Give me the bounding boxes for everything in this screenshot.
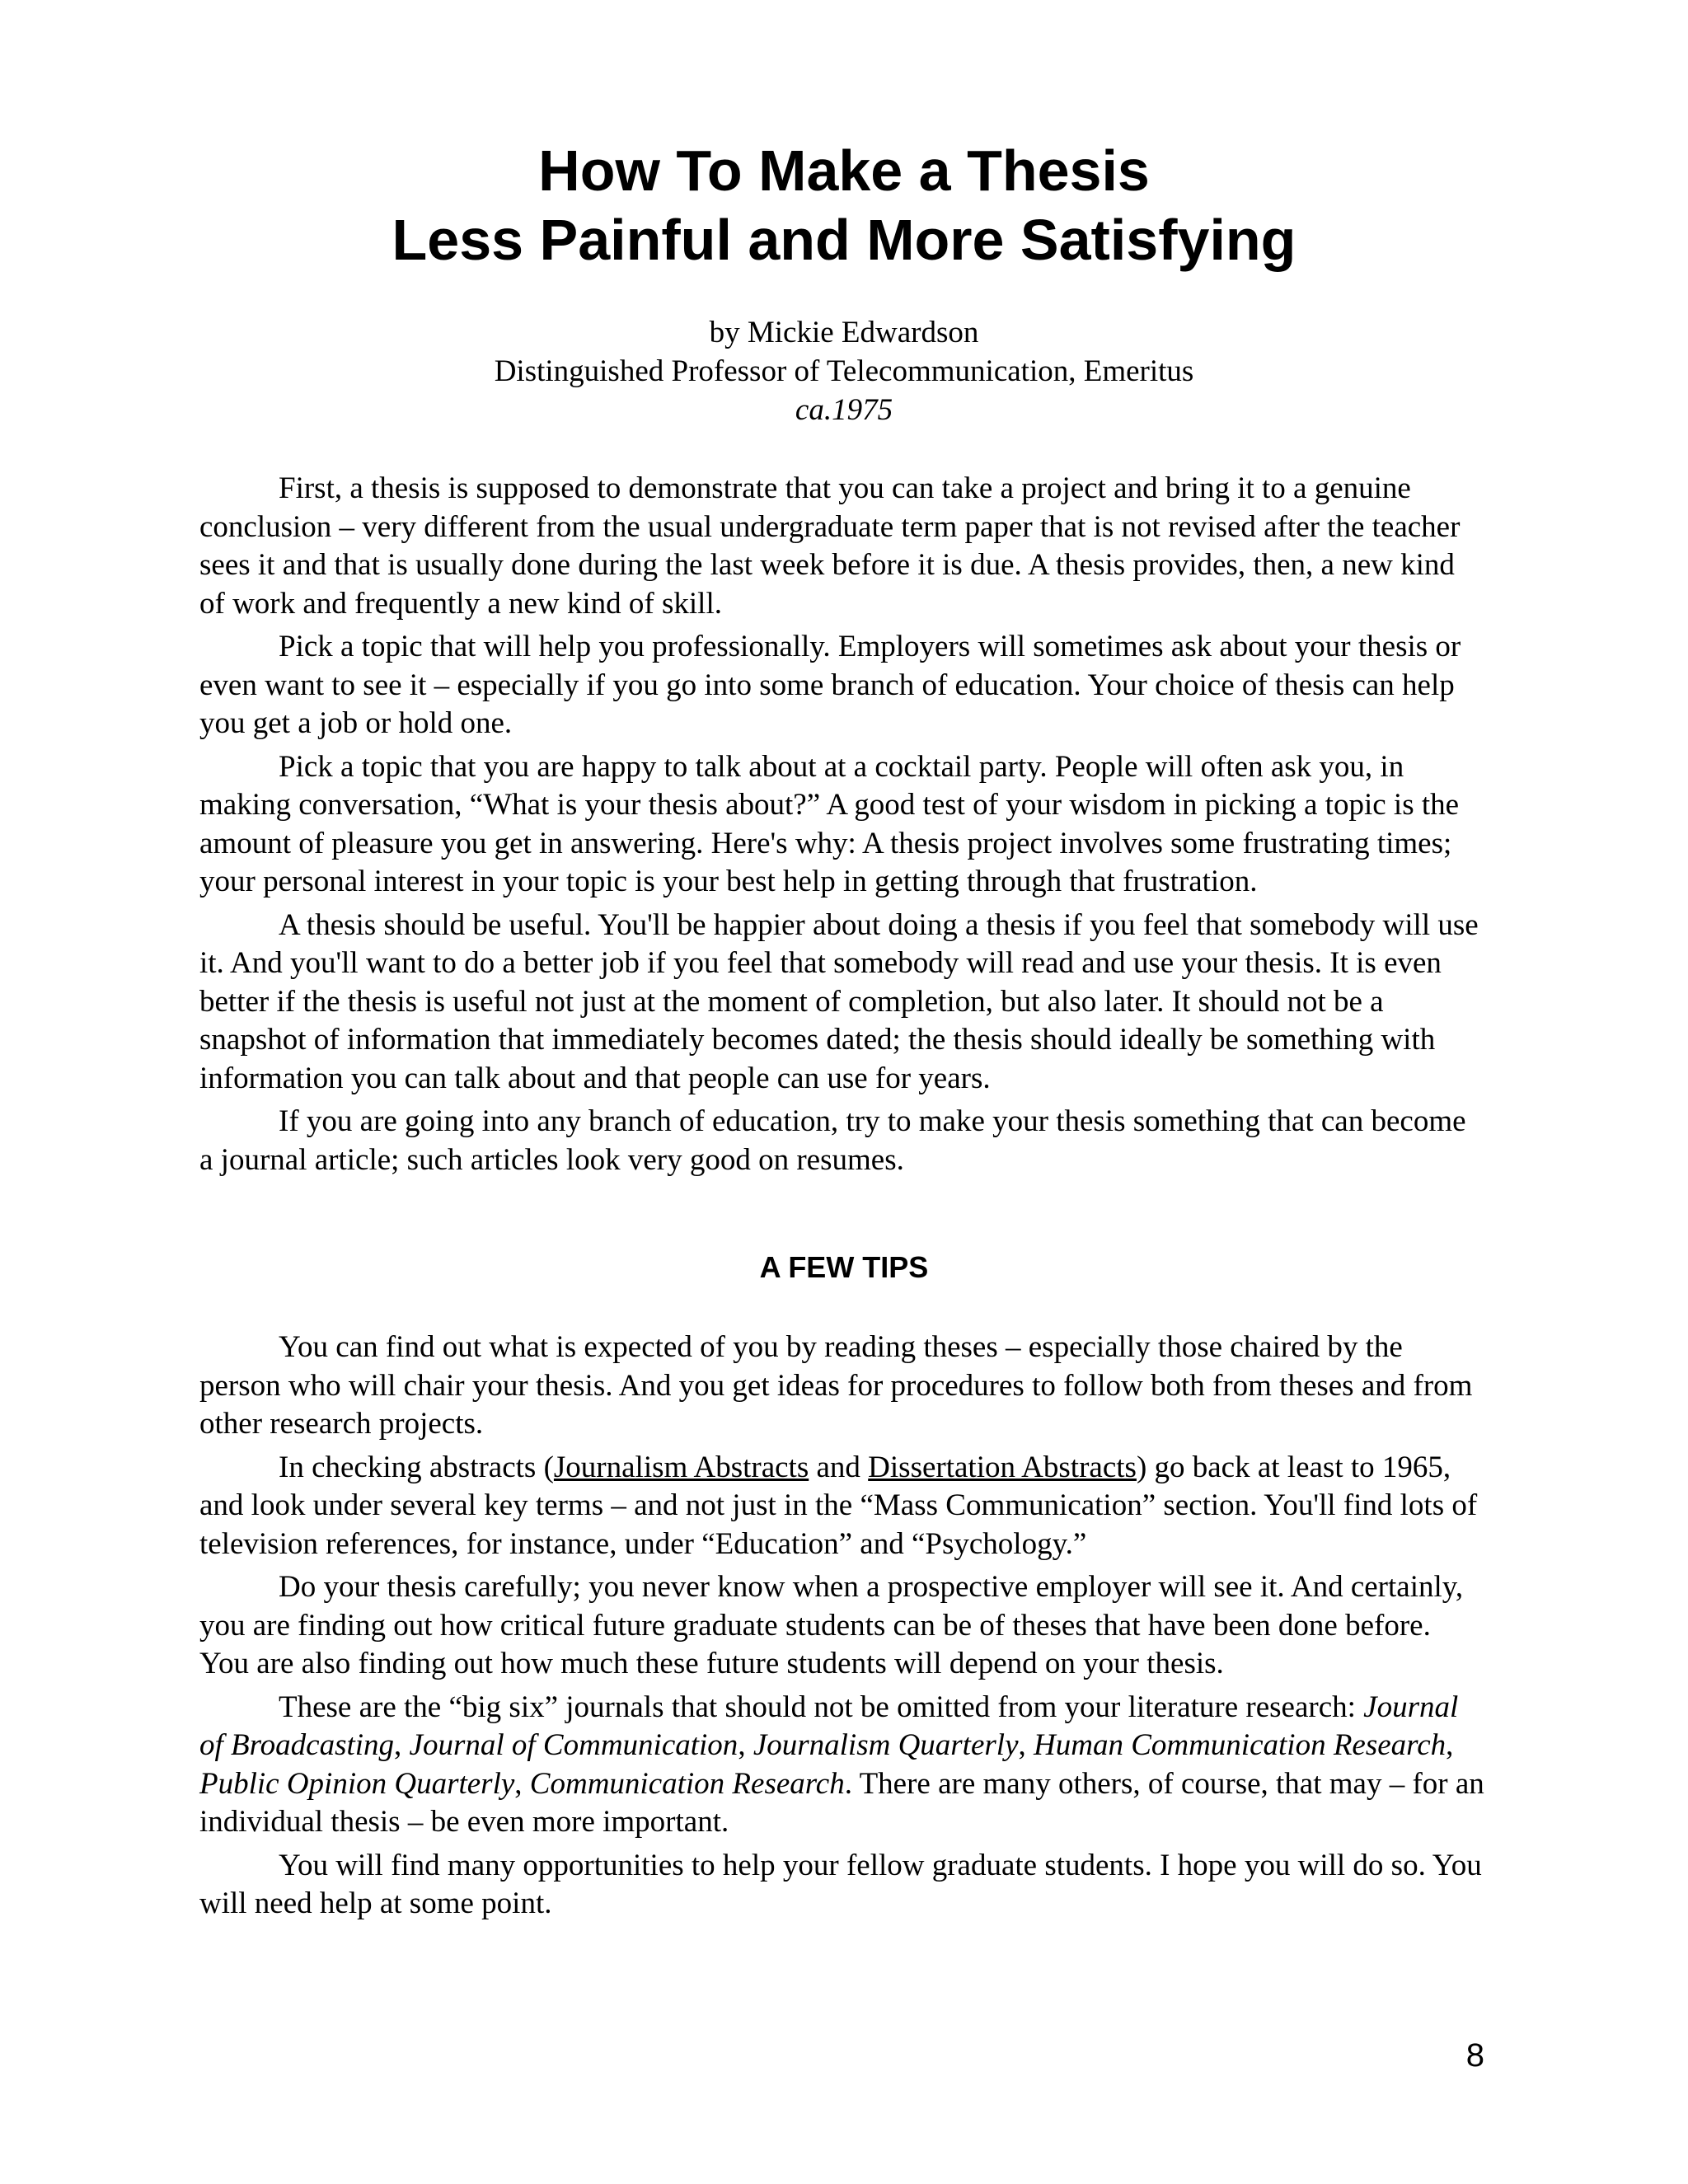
- journal-title: Communication Research: [529, 1766, 845, 1801]
- date: ca.1975: [795, 393, 893, 427]
- byline: [0, 313, 1688, 429]
- page-title: [0, 136, 1688, 274]
- journal-title: Journal of Communication: [409, 1728, 738, 1762]
- page-number: 8: [1465, 2037, 1484, 2074]
- text-run: and: [809, 1450, 869, 1484]
- separator: ,: [514, 1766, 530, 1801]
- text-run: These are the “big six” journals that should not be omitted from your literature research:: [279, 1690, 1364, 1724]
- text-run: . There are many others, of course, that may – for an individual thesis – be even more important.: [199, 1766, 1484, 1839]
- paragraph: If you are going into any branch of education, try to make your thesis something that can become a journal article; such articles look very good on resumes.: [199, 1104, 1466, 1177]
- paragraph: First, a thesis is supposed to demonstrate that you can take a project and bring it to a genuine conclusion – very different from the usual undergraduate term paper that is not revised after the teacher sees it and that is usually done during the last week before it is due. A thesis provides, then, a new kind of work and frequently a new kind of skill.: [199, 471, 1461, 621]
- journal-title: Public Opinion Quarterly: [199, 1766, 515, 1801]
- dissertation-abstracts-title: Dissertation Abstracts: [868, 1450, 1137, 1484]
- journalism-abstracts-title: Journalism Abstracts: [553, 1450, 809, 1484]
- journal-title: Human Communication Research: [1034, 1728, 1447, 1762]
- text-run: ) go back at least to 1965, and look under several key terms – and not just in the “Mass Communication” section. You'll find lots of television references, for instance, under “Education” and “Psychology.”: [199, 1450, 1478, 1561]
- paragraph: Pick a topic that will help you professionally. Employers will sometimes ask about your thesis or even want to see it – especially if you go into some branch of education. Your choice of thesis can help you get a job or hold one.: [199, 630, 1461, 740]
- paragraph: [199, 1689, 1485, 1842]
- text-run: In checking abstracts (: [279, 1450, 554, 1484]
- separator: ,: [394, 1728, 410, 1762]
- separator: ,: [738, 1728, 753, 1762]
- paragraph: Do your thesis carefully; you never know when a prospective employer will see it. And certainly, you are finding out how critical future graduate students can be of theses that have been done before. You are also finding out how much these future students will depend on your thesis.: [199, 1570, 1464, 1680]
- separator: ,: [1446, 1728, 1454, 1762]
- intro-section: [199, 470, 1485, 1184]
- separator: ,: [1018, 1728, 1034, 1762]
- tips-section: [199, 1329, 1485, 1929]
- journal-title: Journalism Quarterly: [753, 1728, 1019, 1762]
- section-heading: A FEW TIPS: [759, 1250, 929, 1284]
- paragraph: You will find many opportunities to help your fellow graduate students. I hope you will do so. You will need help at some point.: [199, 1848, 1482, 1920]
- journal-title: Journal of Broadcasting: [199, 1690, 1459, 1762]
- title-line-2: Less Painful and More Satisfying: [392, 208, 1296, 272]
- title-line-1: How To Make a Thesis: [538, 138, 1150, 203]
- author: by Mickie Edwardson: [709, 316, 979, 349]
- paragraph: You can find out what is expected of you by reading theses – especially those chaired by the person who will chair your thesis. And you get ideas for procedures to follow both from theses and from other research projects.: [199, 1330, 1473, 1441]
- paragraph: A thesis should be useful. You'll be happier about doing a thesis if you feel that somebody will use it. And you'll want to do a better job if you feel that somebody will read and use your thesis. It is even better if the thesis is useful not just at the moment of completion, but also later. It should not be a snapshot of information that immediately becomes dated; the thesis should ideally be something with information you can talk about and that people can use for years.: [199, 907, 1479, 1095]
- author-role: Distinguished Professor of Telecommunication, Emeritus: [494, 354, 1194, 388]
- paragraph: [199, 1449, 1485, 1564]
- paragraph: Pick a topic that you are happy to talk about at a cocktail party. People will often ask you, in making conversation, “What is your thesis about?” A good test of your wisdom in picking a topic is the amount of pleasure you get in answering. Here's why: A thesis project involves some frustrating times; your personal interest in your topic is your best help in getting through that frustration.: [199, 749, 1460, 898]
